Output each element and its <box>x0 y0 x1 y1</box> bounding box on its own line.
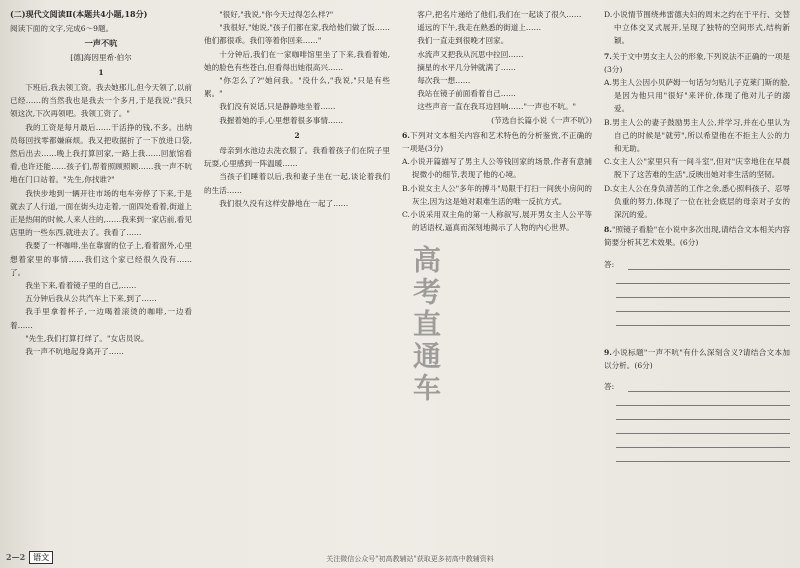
question-number: 9. <box>604 347 612 357</box>
promo-text: 关注微信公众号"初高教辅站"获取更多初高中教辅资料 <box>326 555 494 563</box>
option-d: D.小说情节围绕弗雷德夫妇的周末之约在于平行、交替中立体交叉式展开,呈现了独特的空间形式,结构新颖。 <box>604 10 790 46</box>
question-number: 6. <box>402 130 410 140</box>
answer-area-8[interactable] <box>604 256 790 326</box>
part-number-2: 2 <box>294 130 300 140</box>
answer-line <box>616 312 790 326</box>
answer-line <box>616 392 790 406</box>
section-heading: (二)现代文阅读Ⅱ(本题共4小题,18分) <box>10 9 148 19</box>
paragraph: 我的工资是每月最后……干活挣的钱,不多。出纳员每回找零都嫌麻烦。我又把收据折了一下放进口袋,然后出去……晚上我打算回家,一路上我……回旅馆看看,也许还能……孩子们,帮着照顾照顾……我一声不吭地在门口站着。"先生,你找谁?" <box>10 122 192 185</box>
option-d: D.女主人公在身负清苦的工作之余,悉心照料孩子、忍辱负重的努力,体现了一位在社会底层的母亲对子女的深沉的爱。 <box>604 183 790 220</box>
paragraph: 我坐下来,看着镜子里的自己,…… <box>25 281 137 291</box>
answer-line <box>616 448 790 462</box>
paragraph: 我手里拿着杯子,一边喝着滚烫的咖啡,一边看着…… <box>10 307 192 330</box>
paragraph: "先生,我们打算打烊了。"女店员说。 <box>25 333 149 343</box>
part-number-1: 1 <box>98 67 104 77</box>
paragraph: "我很好,"她说,"孩子们都在家,我给他们做了饭……他们都很乖。我们等着你回来……" <box>204 23 390 46</box>
question-number: 7. <box>604 51 612 61</box>
paragraph: 我站在镜子前面看着自己…… <box>417 89 516 99</box>
answer-label: 答: <box>604 259 615 269</box>
paragraph: 遥远的下午,我走在熟悉的街道上…… <box>417 23 542 33</box>
answer-label: 答: <box>604 382 615 392</box>
paragraph: 母亲到水池边去洗衣服了。我看着孩子们在院子里玩耍,心里感到一阵温暖…… <box>204 146 390 169</box>
questions-column <box>604 8 790 462</box>
paragraph: 我们很久没有这样安静地在一起了…… <box>219 198 349 208</box>
paragraph: 下班后,我去领工资。我去她那儿,但今天领了,以前已经……的当然我也是我去一个多月,于是我说:"我只领这次,下次再领吧。我领工资了。" <box>10 83 192 119</box>
question-7 <box>604 50 790 222</box>
paragraph: 我一声不吭地起身离开了…… <box>25 347 124 357</box>
paragraph: 水流声又把我从沉思中拉回…… <box>417 49 524 59</box>
paragraph: "很好,"我说,"你今天过得怎么样?" <box>219 10 334 19</box>
answer-line <box>616 406 790 420</box>
option-c: C.小说采用双主角的第一人称叙写,展开男女主人公平等的话语权,逼真而深刻地揭示了人物的内心世界。 <box>402 210 592 233</box>
answer-line <box>628 378 790 392</box>
passage-source: (节选自长篇小说《一声不吭》) <box>491 115 592 125</box>
option-b: B.小说女主人公"多年的搏斗"局限于打扫一间狭小房间的灰尘,因为这是她对艰难生活的唯一反抗方式。 <box>402 183 592 206</box>
option-b: B.男主人公的妻子鼓励男主人公,并学习,并在心里认为自己的时候是"就劳",所以希望他在不拒主人公的力和无助。 <box>604 117 790 154</box>
answer-line <box>616 298 790 312</box>
paragraph: 客户,把名片递给了他们,我们在一起谈了很久…… <box>417 10 582 19</box>
subject-label: 语文 <box>29 551 53 564</box>
watermark: 高考直通车 <box>409 245 442 405</box>
paragraph: 每次我一想…… <box>417 76 471 86</box>
passage-column-1 <box>10 8 192 358</box>
question-9 <box>604 346 790 462</box>
paragraph: 五分钟后我从公共汽车上下来,到了…… <box>25 294 157 304</box>
page-number-block <box>6 551 53 564</box>
option-a: A.小说开篇描写了男主人公等钱回家的场景,作者有意捕捉微小的细节,表现了他的心境。 <box>402 157 592 180</box>
answer-area-9[interactable] <box>604 378 790 462</box>
paragraph: 我要了一杯咖啡,坐在靠窗的位子上,看着窗外,心里想着家里的事情……我们这个家已经很久没有……了。 <box>10 241 192 277</box>
question-6 <box>402 129 592 235</box>
story-author: [德]海因里希·伯尔 <box>70 52 132 62</box>
question-stem: 关于文中男女主人公的形象,下列说法不正确的一项是(3分) <box>604 51 790 74</box>
paragraph: 我快步地到一辆开往市场的电车旁停了下来,于是就去了人行道,一面在街头边走着,一面四处看着,街道上正是热闹的时候,人来人往的,……我来到一家店前,看见店里的一些东西,就进去了。我看了…… <box>10 188 192 238</box>
option-a: A.男主人公因小贝萨姆一句话匀匀贴儿子克莱门斯的脸,是因为他只用"很好"来评价,体现了他对儿子的溺爱。 <box>604 78 790 114</box>
answer-line <box>628 256 790 270</box>
question-stem: 下列对文本相关内容和艺术特色的分析鉴赏,不正确的一项是(3分) <box>402 130 592 154</box>
answer-line <box>616 270 790 284</box>
paragraph: 我握着她的手,心里想着很多事情…… <box>219 115 344 125</box>
paragraph: 摘星的水平几分钟就满了…… <box>417 62 516 72</box>
question-8 <box>604 223 790 325</box>
paragraph: "你怎么了?"她问我。"没什么,"我说,"只是有些累。" <box>204 76 390 99</box>
question-number: 8. <box>604 225 612 235</box>
answer-line <box>616 284 790 298</box>
passage-column-3 <box>402 8 592 234</box>
answer-line <box>616 420 790 434</box>
paragraph: 这些声音一直在我耳边回响……"一声也不吭。" <box>417 102 577 112</box>
passage-column-2 <box>204 8 390 210</box>
story-title: 一声不吭 <box>84 38 118 49</box>
section-instruction: 阅读下面的文字,完成6～9题。 <box>10 24 114 34</box>
paragraph: 当孩子们睡着以后,我和妻子坐在一起,谈论着我们的生活…… <box>204 172 390 195</box>
answer-line <box>616 434 790 448</box>
question-stem: "照镜子看脸"在小说中多次出现,请结合文本相关内容简要分析其艺术效果。(6分) <box>604 225 790 248</box>
question-stem: 小说标题"一声不吭"有什么深刻含义?请结合文本加以分析。(6分) <box>604 347 790 370</box>
paragraph: 我们一直走到很晚才回家。 <box>417 36 509 46</box>
page-number: 2—2 <box>6 552 26 562</box>
paragraph: 我们没有说话,只是静静地坐着…… <box>219 102 336 112</box>
paragraph: 十分钟后,我们在一家咖啡馆里坐了下来,我看着她,她的脸色有些苍白,但看得出她很高兴…… <box>204 49 390 72</box>
option-c: C.女主人公"家里只有一间斗室",但对"庆幸地住在早晨脱下了这苦难的生活",反映出她对非生活的坚韧。 <box>604 157 790 180</box>
